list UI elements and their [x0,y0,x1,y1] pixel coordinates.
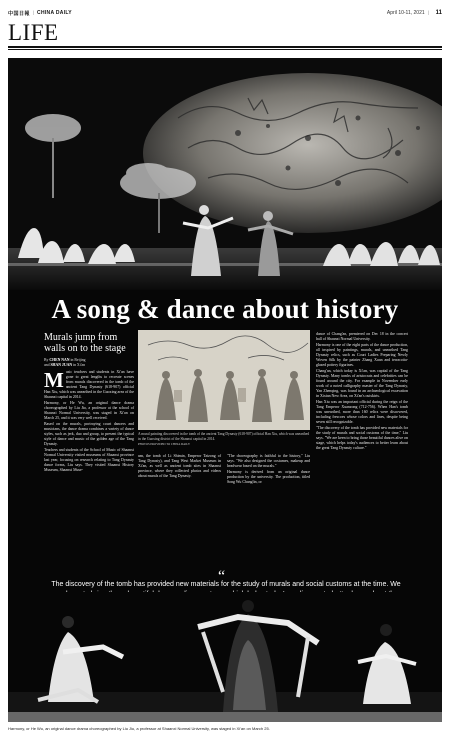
article-paragraph: "The discovery of the tomb has provided new materials for the study of murals and social customs of the time," Liu says. "We are keen to bring those beautiful dances alive on stage, which helps today's audiences to better learn about the great Tang Dynasty culture." [316,426,408,450]
byline-location: in Xi'an [72,363,85,367]
photo-caption: Harmony, or He Wu, an original dance drama choreographed by Liu Jiu, a professor at Shaanxi Normal University, was staged in Xi'an on March 25. [8,726,270,731]
article-column-1 [44,370,134,474]
article-paragraph: Harmony is derived from an original dance production by the university. The production, titled Song Wu Changlin, or [227,470,310,484]
paper-name: CHINA DAILY [37,10,72,16]
masthead [8,8,442,18]
quote-mark-icon: “ [218,568,226,585]
article-paragraph: Based on the murals, portraying court dancers and musicians, the dance drama combines a variety of dance styles, such as jerk, duo and group, to present the typical style of dance and music of the golden age of the Tang Dynasty. [44,422,134,446]
pull-quote: The discovery of the tomb has provided new materials for the study of murals and social customs at the time. We [51,581,401,588]
article-paragraph [44,370,134,400]
article-paragraph: Chang'an, which today is Xi'an, was capital of the Tang Dynasty. Many tombs of aristocrats and celebrities can be found around the city. For example in November early work of a noted calligraphy master of the Tang Dynasty, Yan Zhenqing, was found in an archaeological excavation in Xixian New Area, on Xi'an's outskirts. [316,369,408,398]
feature-panel [8,58,442,722]
article-paragraph: Harmony is one of the eight parts of the dance production, all inspired by paintings, murals, and unearthed Tang Dynasty relics, such as Court Ladies Preparing Newly Woven Silk by the painter Zhang Xuan and terracotta-glazed pottery figurines. [316,343,408,367]
page-number: 11 [435,10,442,16]
section-rule-thin [8,49,442,50]
article-column-2a [138,454,221,480]
mural-caption-text: A mural painting discovered in the tomb of the ancient Tang Dynasty (618-907) official Han Xiu, which was unearthed in the Guoxing district of the Shaanxi capital in 2014. [138,432,310,441]
drop-cap: M [44,368,64,392]
section-title: LIFE [8,20,59,45]
masthead-divider-right: | [427,10,429,16]
paragraph-text: usic teachers and students in Xi'an have gone to great lengths to recreate scenes from murals discovered in the tomb of the ancient Tang Dynasty (618-907) official Han Xiu, which was unearthed in the Guoxing area of the Shaanxi capital in 2014. [44,370,134,399]
stage-photo-top [8,58,442,290]
byline-prefix: and [44,363,51,367]
photo-credit: PHOTOS PROVIDED TO CHINA DAILY [138,442,191,446]
stage-scene-illustration [8,58,442,290]
mural-caption [138,432,310,447]
article-paragraph: "The choreography is faithful to the history," Liu says. "We also designed the costumes, makeup and headwear based on the murals." [227,454,310,468]
mural-illustration [138,330,310,430]
issue-date: April 10-11, 2021 [386,10,425,16]
article-paragraph: um, the tomb of Li Shimin, Emperor Taizong of Tang Dynasty), and Tang West Market Museum in Xi'an, as well as ancient tomb sites in Shaanxi province, where they collected photos and videos about murals of the Tang Dynasty. [138,454,221,478]
dancers-illustration [8,592,442,722]
chinese-masthead-title: 中国日報 [8,10,31,17]
masthead-divider: | [33,10,35,16]
article-paragraph: Han Xiu was an important official during the reign of the Tang Emperor Xuanzong (712-756). When Han's tomb was unearthed, more than 160 relics were discovered, including frescoes whose colors and lines, despite being seven still recognizable. [316,400,408,424]
article-column-3 [316,332,408,452]
feature-subhead: Murals jump from walls on to the stage [44,332,126,354]
article-paragraph: Teachers and students of the School of Music of Shaanxi Normal University visited museums of Shaanxi province last year, focusing on research relating to Tang Dynasty dance forms, Liu says. They visited Shaanxi History Museum, Shaanxi Muse- [44,448,134,472]
mural-photo [138,330,310,430]
section-rule [8,46,442,48]
byline [44,358,134,368]
article-column-2b [227,454,310,486]
article-paragraph: dance of Chang'an, premiered on Dec 18 in the concert hall of Shaanxi Normal University. [316,332,408,341]
feature-headline: A song & dance about history [51,294,399,324]
author-name: CHEN NAN [49,358,70,362]
stage-photo-bottom [8,592,442,722]
byline-location: in Beijing [69,358,86,362]
byline-prefix: By [44,358,50,362]
author-name: SHAN JUAN [50,363,73,367]
article-paragraph: Harmony, or He Wu, an original dance drama choreographed by Liu Jia, a professor at the school of Shaanxi Normal University, was staged in Xi'an on March 25, and it was very well received. [44,401,134,420]
